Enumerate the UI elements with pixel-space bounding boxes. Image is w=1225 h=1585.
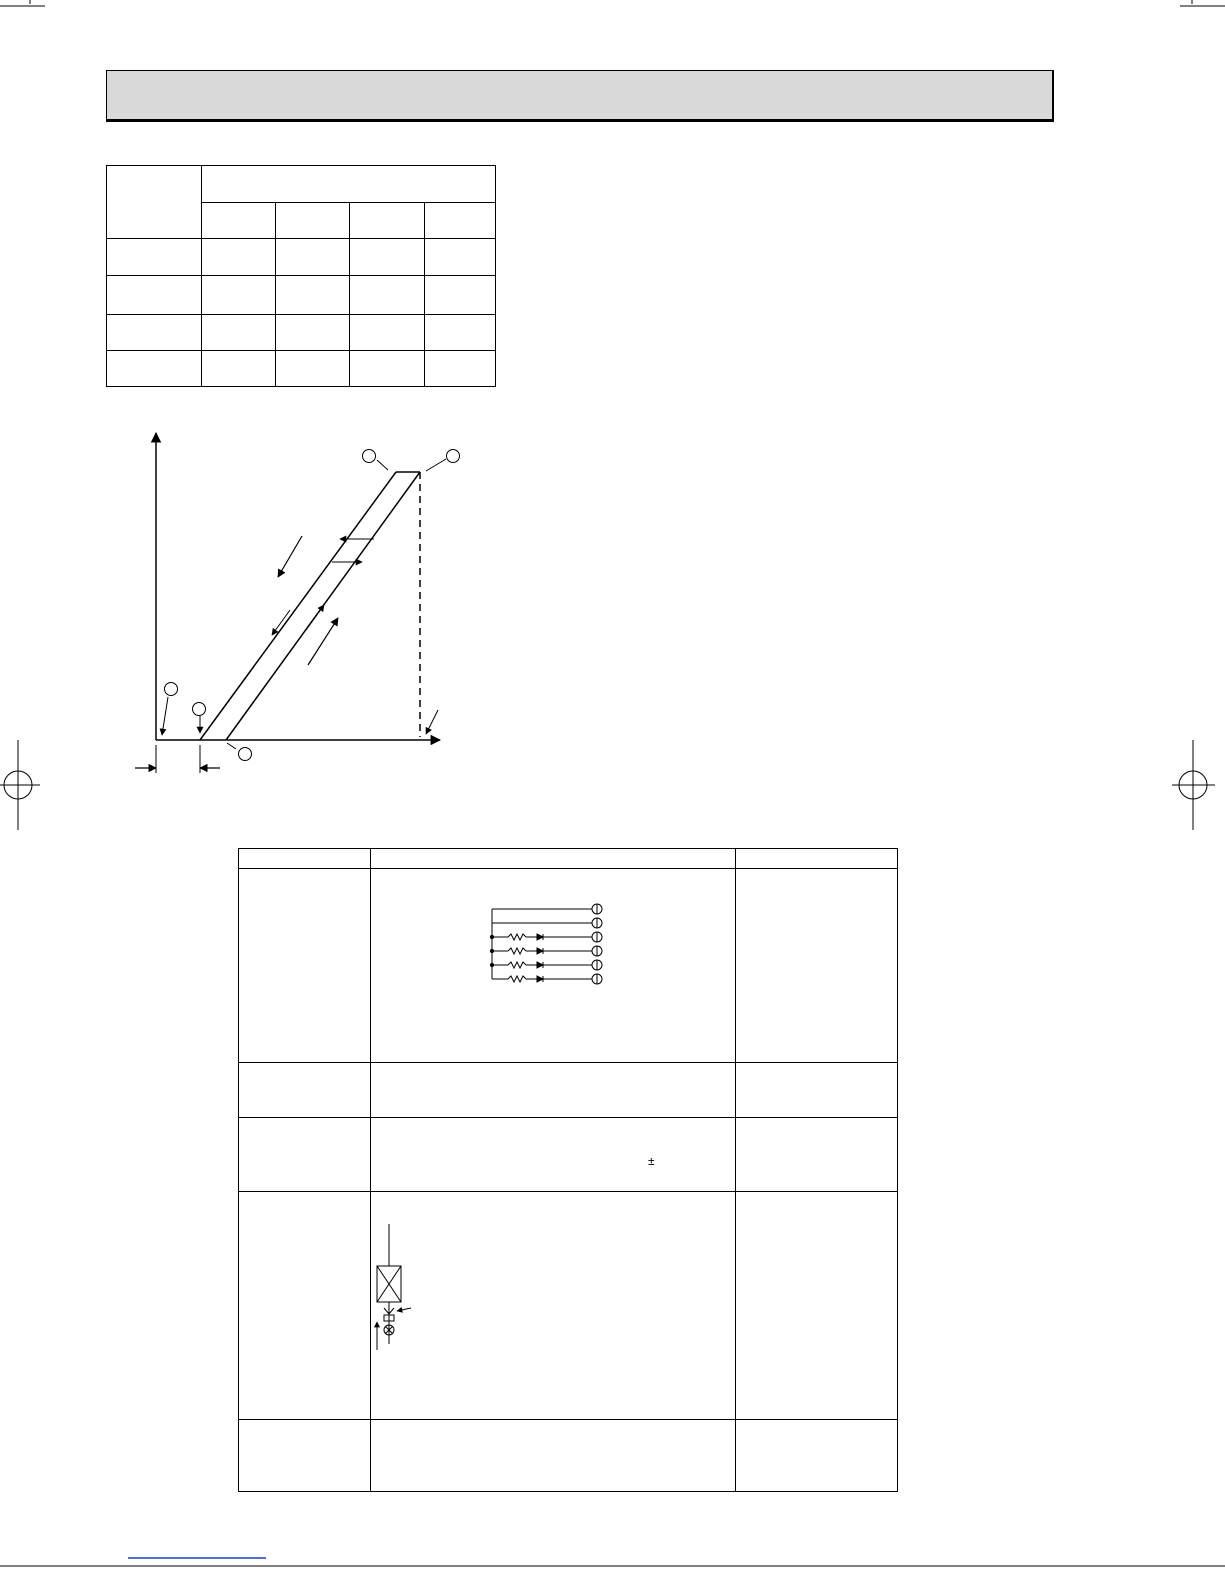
tolerance-symbol: ± [648, 1154, 655, 1168]
check-table-cell [736, 1118, 898, 1192]
spec-table-header-cell [202, 166, 496, 203]
check-table-cell [239, 1063, 371, 1118]
spec-table-cell [425, 203, 496, 239]
table-row [239, 1118, 898, 1192]
check-table-cell [371, 869, 736, 1063]
spec-table-cell [202, 276, 276, 314]
spec-table-cell [350, 276, 425, 314]
spec-table-cell [276, 276, 350, 314]
table-row [107, 350, 496, 386]
check-table-cell [239, 1192, 371, 1420]
spec-table-cell [107, 350, 202, 386]
spec-table-cell [276, 350, 350, 386]
reference-marker [239, 748, 252, 761]
spec-table-cell [202, 314, 276, 350]
check-table-cell [736, 1063, 898, 1118]
spec-table-cell [350, 239, 425, 276]
reference-marker [363, 450, 376, 463]
spec-table-cell [425, 350, 496, 386]
check-table-cell [371, 1420, 736, 1492]
table-row [239, 1063, 898, 1118]
spec-table-cell [350, 314, 425, 350]
table-row [239, 1420, 898, 1492]
spec-table-corner-cell [107, 166, 202, 239]
check-table [238, 848, 898, 1492]
spec-table-cell [276, 203, 350, 239]
check-table-cell [239, 869, 371, 1063]
table-row [239, 1192, 898, 1420]
reference-marker [165, 683, 178, 696]
spec-table-cell [350, 203, 425, 239]
spec-table [106, 165, 496, 387]
reference-marker [447, 450, 460, 463]
connector-wiring-schematic [371, 869, 735, 1063]
spec-table-cell [107, 314, 202, 350]
check-table-cell [239, 1118, 371, 1192]
spec-table-cell [202, 203, 276, 239]
check-table-cell [736, 1420, 898, 1492]
check-table-cell [239, 1420, 371, 1492]
spec-table-cell [202, 350, 276, 386]
reference-marker [193, 703, 206, 716]
spec-table-cell [425, 314, 496, 350]
band-left-edge [200, 472, 396, 740]
spec-table-cell [276, 239, 350, 276]
check-table-cell [371, 1118, 736, 1192]
table-row [107, 276, 496, 314]
spec-table-cell [202, 239, 276, 276]
valve-schematic [371, 1192, 735, 1420]
table-row [239, 849, 898, 869]
check-table-cell [736, 869, 898, 1063]
check-table-cell [371, 1063, 736, 1118]
table-row [107, 166, 496, 203]
table-row [107, 314, 496, 350]
check-table-header-cell [736, 849, 898, 869]
check-table-header-cell [239, 849, 371, 869]
spec-table-cell [107, 239, 202, 276]
table-row [239, 869, 898, 1063]
check-table-cell [371, 1192, 736, 1420]
spec-table-cell [107, 276, 202, 314]
spec-table-cell [425, 276, 496, 314]
spec-table-cell [276, 314, 350, 350]
header-banner [106, 70, 1054, 122]
check-table-cell [736, 1192, 898, 1420]
characteristic-diagram [130, 425, 470, 785]
spec-table-cell [350, 350, 425, 386]
table-row [107, 239, 496, 276]
spec-table-cell [425, 239, 496, 276]
check-table-header-cell [371, 849, 736, 869]
